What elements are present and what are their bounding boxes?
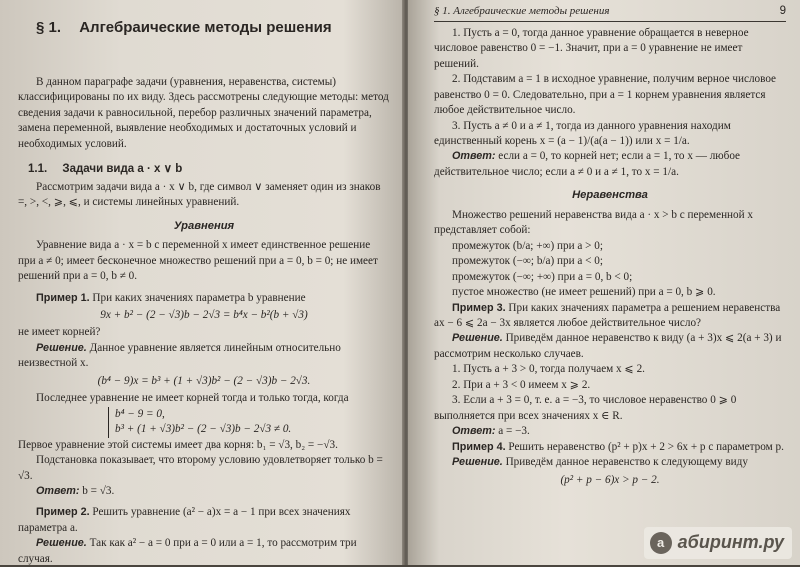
example-1-question: не имеет корней? [18, 326, 101, 339]
solution-4-text: Приведём данное неравенство к следующему виду [505, 456, 748, 469]
example-3-label: Пример 3. [452, 301, 506, 314]
answer-1-label: Ответ: [36, 484, 80, 497]
system-line-2: b³ + (1 + √3)b² − (2 − √3)b − 2√3 ≠ 0. [115, 423, 292, 436]
step-3: 3. Если a + 3 = 0, т. е. a = −3, то числовое неравенство 0 ⩾ 0 выполняется при всех значениях x ∈ R. [434, 394, 737, 422]
solution-2-text: Так как a² − a = 0 при a = 0 или a = 1, то рассмотрим три случая. [18, 537, 357, 565]
solution-3-text: Приведём данное неравенство к виду (a + 3)x ⩽ 2(a + 3) и рассмотрим несколько случаев. [434, 332, 782, 360]
answer-1 [18, 484, 390, 499]
example-2 [18, 505, 390, 536]
subsection-text: Рассмотрим задачи вида a · x ∨ b, где символ ∨ заменяет один из знаков =, >, <, ⩾, ⩽, и системы линейных уравнений. [18, 180, 381, 209]
solution-1-text-4: Подстановка показывает, что второму условию удовлетворяет только b = √3. [18, 454, 383, 482]
answer-1-value: b = √3. [82, 484, 115, 497]
heading-equations: Уравнения [173, 219, 235, 232]
case-1: 1. Пусть a = 0, тогда данное уравнение обращается в неверное числовое равенство 0 = −1. Значит, при a = 0 уравнение не имеет решений. [434, 26, 749, 70]
section-number: § 1. [36, 19, 62, 36]
example-2-label: Пример 2. [36, 506, 90, 519]
solution-1-text-2: Последнее уравнение не имеет корней тогда и только тогда, когда [36, 392, 349, 405]
solution-1 [18, 341, 390, 372]
example-3 [434, 301, 786, 332]
section-heading [36, 18, 390, 39]
example-1-text: При каких значениях параметра b уравнение [92, 291, 306, 304]
example-1-formula: 9x + b² − (2 − √3)b − 2√3 = b⁴x − b²(b + √3) [100, 308, 308, 321]
solution-1-text: Данное уравнение является линейным относительно неизвестной x. [18, 341, 341, 370]
answer-2-label: Ответ: [452, 150, 496, 163]
interval-4: пустое множество (не имеет решений) при a = 0, b ⩾ 0. [452, 286, 716, 299]
case-3: 3. Пусть a ≠ 0 и a ≠ 1, тогда из данного уравнения находим единственный корень x = (a − 1)/(a(a − 1)) или x = 1/a. [434, 119, 731, 148]
running-head-title: § 1. Алгебраические методы решения [434, 5, 610, 17]
section-title: Алгебраические методы решения [79, 19, 332, 36]
answer-3-label: Ответ: [452, 425, 496, 438]
solution-3 [434, 331, 786, 362]
interval-1: промежуток (b/a; +∞) при a > 0; [452, 239, 603, 252]
right-page [408, 0, 800, 565]
answer-3-value: a = −3. [498, 425, 530, 438]
system-line-1: b⁴ − 9 = 0, [115, 407, 165, 420]
solution-4-label: Решение. [452, 456, 503, 469]
answer-3 [434, 424, 786, 439]
equations-text: Уравнение вида a · x = b с переменной x имеет единственное решение при a ≠ 0; имеет бесконечное множество решений при a = 0, b = 0; не имеет решений при a = 0, b ≠ 0. [18, 239, 378, 283]
solution-4 [434, 455, 786, 470]
subsection-heading [28, 162, 390, 178]
interval-2: промежуток (−∞; b/a) при a < 0; [452, 255, 603, 268]
step-2: 2. При a + 3 < 0 имеем x ⩾ 2. [452, 378, 591, 391]
solution-3-label: Решение. [452, 332, 503, 345]
example-4-label: Пример 4. [452, 440, 506, 453]
example-4-text: Решить неравенство (p² + p)x + 2 > 6x + p с параметром p. [508, 440, 784, 453]
subsection-number: 1.1. [28, 162, 48, 175]
example-3-text: При каких значениях параметра a решением неравенства ax − 6 ⩽ 2a − 3x является любое действительное число? [434, 301, 781, 330]
answer-2 [434, 149, 786, 180]
page-number: 9 [779, 5, 786, 17]
example-1-label: Пример 1. [36, 291, 90, 304]
inequalities-text: Множество решений неравенства вида a · x > b с переменной x представляет собой: [434, 208, 754, 237]
solution-2-label: Решение. [36, 537, 87, 550]
solution-2 [18, 536, 390, 567]
interval-3: промежуток (−∞; +∞) при a = 0, b < 0; [452, 270, 633, 283]
running-head [434, 4, 786, 22]
solution-1-text-3: Первое уравнение этой системы имеет два корня: b₁ = √3, b₂ = −√3. [18, 438, 338, 451]
watermark [644, 527, 792, 559]
solution-1-label: Решение. [36, 341, 87, 354]
case-2: 2. Подставим a = 1 в исходное уравнение, получим верное числовое равенство 0 = 0. Следовательно, при a = 1 корнем уравнения является любое действительное число. [434, 73, 777, 117]
equation-system [108, 407, 390, 438]
watermark-text: абиринт.ру [677, 532, 784, 553]
heading-inequalities: Неравенства [572, 189, 648, 202]
intro-paragraph: В данном параграфе задачи (уравнения, неравенства, системы) классифицированы по их виду. Здесь рассмотрены следующие методы: метод сведения задачи к равносильной, перебор различных значений параметра, замена переменной, выявление необходимых и достаточных условий и необходимых условий. [18, 75, 389, 150]
solution-1-formula: (b⁴ − 9)x = b³ + (1 + √3)b² − (2 − √3)b − 2√3. [97, 374, 311, 387]
solution-4-formula: (p² + p − 6)x > p − 2. [560, 473, 660, 486]
step-1: 1. Пусть a + 3 > 0, тогда получаем x ⩽ 2. [452, 363, 645, 376]
example-1 [18, 291, 390, 306]
example-4 [434, 440, 786, 455]
example-2-text: Решить уравнение (a² − a)x = a − 1 при всех значениях параметра a. [18, 506, 351, 534]
watermark-logo-icon: a [650, 532, 672, 554]
answer-2-value: если a = 0, то корней нет; если a = 1, то x — любое действительное число; если a ≠ 0 и a ≠ 1, то x = 1/a. [434, 150, 741, 178]
subsection-title: Задачи вида a · x ∨ b [62, 162, 183, 175]
